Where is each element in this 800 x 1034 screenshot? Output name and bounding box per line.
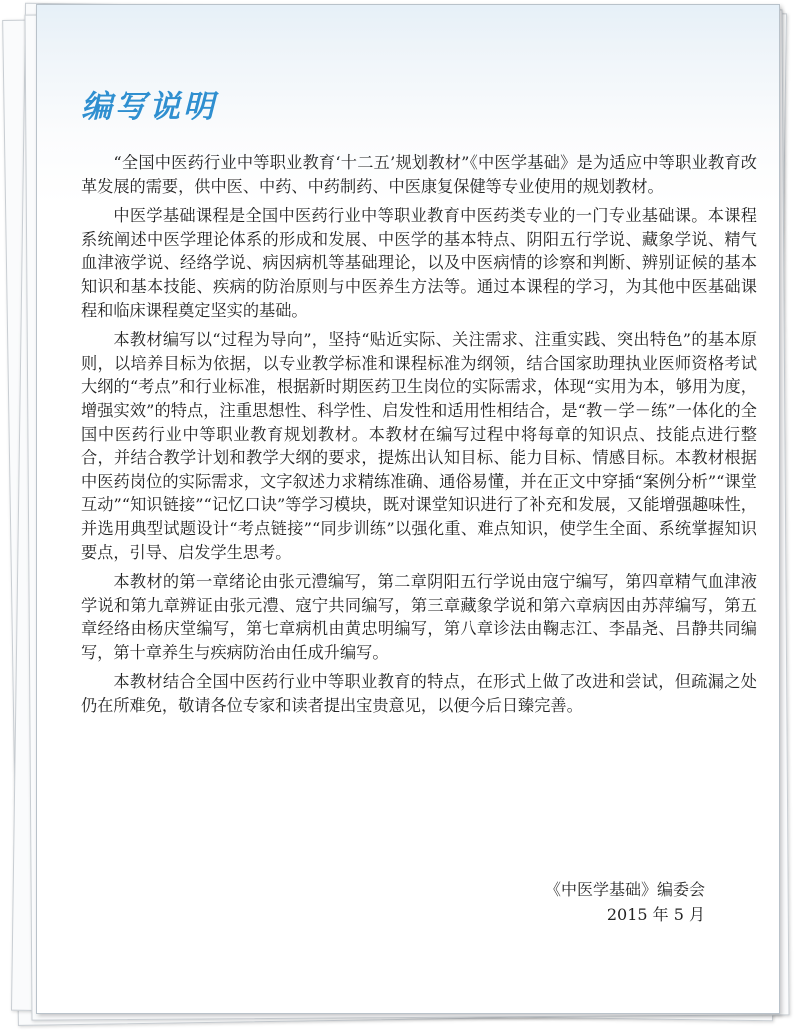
paragraph-course-overview: 中医学基础课程是全国中医药行业中等职业教育中医药类专业的一门专业基础课。本课程系统阐述中医学理论体系的形成和发展、中医学的基本特点、阴阳五行学说、藏象学说、精气血津液学说、经络学说、病因病机等基础理论，以及中医病情的诊察和判断、辨别证候的基本知识和基本技能、疾病的防治原则与中医养生方法等。通过本课程的学习，为其他中医基础课程和临床课程奠定坚实的基础。 [81,206,757,320]
paragraph-authors: 本教材的第一章绪论由张元澧编写，第二章阴阳五行学说由寇宁编写，第四章精气血津液学说和第九章辨证由张元澧、寇宁共同编写，第三章藏象学说和第六章病因由苏萍编写，第五章经络由杨庆堂编写，第七章病机由黄忠明编写，第八章诊法由鞠志江、李晶尧、吕静共同编写，第十章养生与疾病防治由任成升编写。 [81,572,757,662]
publication-date: 2015 年 5 月 [606,905,705,924]
signature-block [545,877,705,927]
paragraph-purpose: “全国中医药行业中等职业教育‘十二五’规划教材”《中医学基础》是为适应中等职业教育改革发展的需要，供中医、中药、中药制药、中医康复保健等专业使用的规划教材。 [81,153,757,196]
page-title: 编写说明 [81,89,217,125]
paragraph-closing: 本教材结合全国中医药行业中等职业教育的特点，在形式上做了改进和尝试，但疏漏之处仍在所难免，敬请各位专家和读者提出宝贵意见，以便今后日臻完善。 [81,672,757,716]
document-page [36,4,780,1014]
document-body [81,151,757,724]
paragraph-editing-principles: 本教材编写以“过程为导向”，坚持“贴近实际、关注需求、注重实践、突出特色”的基本原则，以培养目标为依据，以专业教学标准和课程标准为纲领，结合国家助理执业医师资格考试大纲的“考点”和行业标准，根据新时期医药卫生岗位的实际需求，体现“实用为本，够用为度，增强实效”的特点，注重思想性、科学性、启发性和适用性相结合，是“教－学－练”一体化的全国中医药行业中等职业教育规划教材。本教材在编写过程中将每章的知识点、技能点进行整合，并结合教学计划和教学大纲的要求，提炼出认知目标、能力目标、情感目标。本教材根据中医药岗位的实际需求，文字叙述力求精练准确、通俗易懂，并在正文中穿插“案例分析”“课堂互动”“知识链接”“记忆口诀”等学习模块，既对课堂知识进行了补充和发展，又能增强趣味性，并选用典型试题设计“考点链接”“同步训练”以强化重、难点知识，使学生全面、系统掌握知识要点，引导、启发学生思考。 [81,330,757,562]
editorial-committee: 《中医学基础》编委会 [544,880,705,899]
